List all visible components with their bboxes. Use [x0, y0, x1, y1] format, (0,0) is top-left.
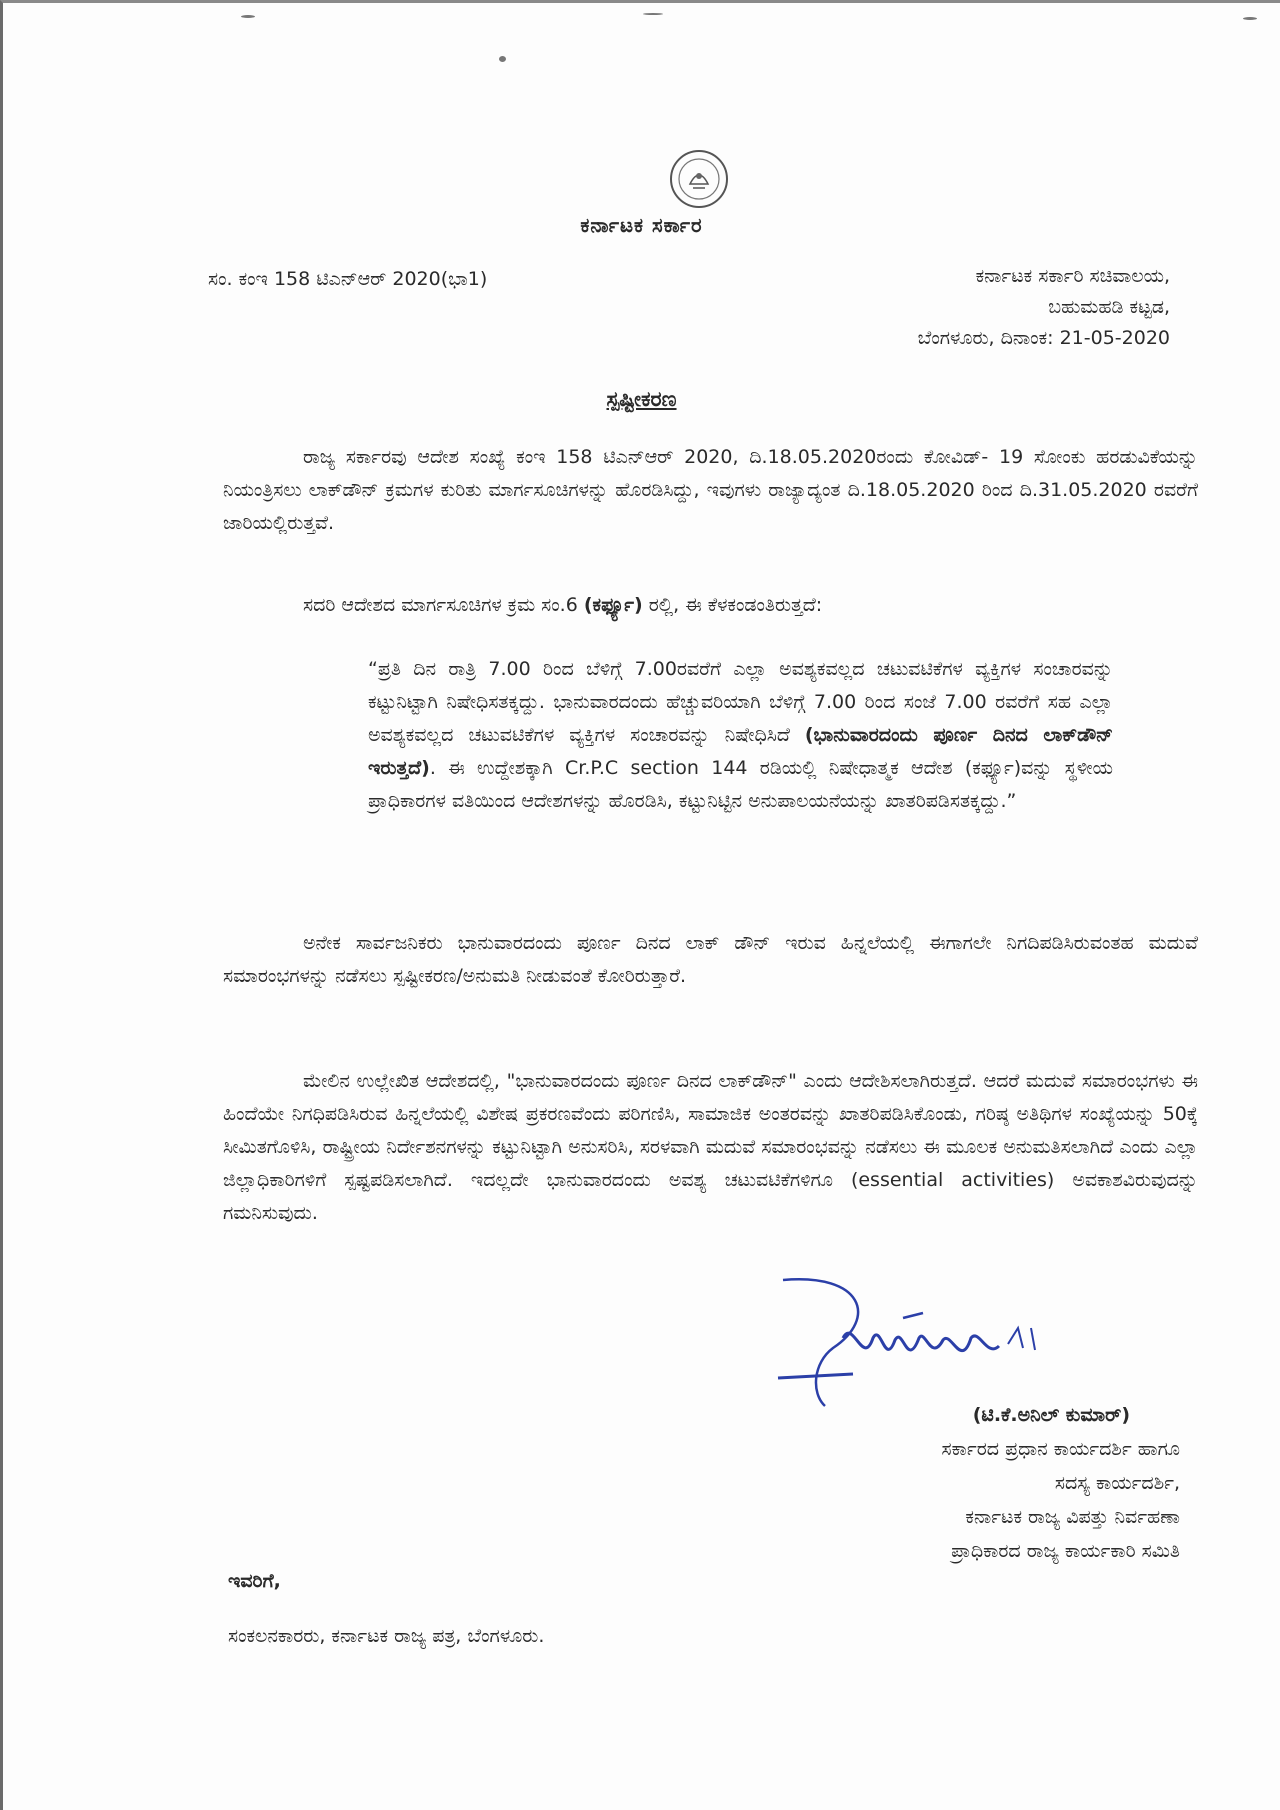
reference-number: ಸಂ. ಕಂಇ 158 ಟಿಎನ್‌ಆರ್ 2020(ಭಾ1) [208, 268, 488, 290]
address-line-1: ಕರ್ನಾಟಕ ಸರ್ಕಾರಿ ಸಚಿವಾಲಯ, [975, 265, 1170, 287]
signatory-block [942, 1398, 1180, 1568]
government-title: ಕರ್ನಾಟಕ ಸರ್ಕಾರ [580, 213, 703, 237]
para2-suffix: ರಲ್ಲಿ, ಈ ಕೆಳಕಂಡಂತಿರುತ್ತದೆ: [642, 594, 823, 616]
address-line-2: ಬಹುಮಹಡಿ ಕಟ್ಟಡ, [1048, 296, 1170, 318]
scan-speck [241, 15, 255, 18]
quoted-order [368, 653, 1113, 818]
para2-prefix: ಸದರಿ ಆದೇಶದ ಮಾರ್ಗಸೂಚಿಗಳ ಕ್ರಮ ಸಂ.6 [303, 594, 584, 616]
para2-bold: (ಕರ್ಫ್ಯೂ) [583, 594, 643, 616]
office-address [918, 261, 1170, 354]
signatory-designation-1: ಸರ್ಕಾರದ ಪ್ರಧಾನ ಕಾರ್ಯದರ್ಶಿ ಹಾಗೂ [941, 1438, 1180, 1460]
scan-speck [499, 56, 506, 62]
paragraph-4: ಮೇಲಿನ ಉಲ್ಲೇಖಿತ ಆದೇಶದಲ್ಲಿ, "ಭಾನುವಾರದಂದು ಪೂರ್ಣ ದಿನದ ಲಾಕ್‌ಡೌನ್" ಎಂದು ಆದೇಶಿಸಲಾಗಿರುತ್ತದೆ. ಆದರೆ ಮದುವೆ ಸಮಾರಂಭಗಳು ಈ ಹಿಂದೆಯೇ ನಿಗಧಿಪಡಿಸಿರುವ ಹಿನ್ನಲೆಯಲ್ಲಿ ವಿಶೇಷ ಪ್ರಕರಣವೆಂದು ಪರಿಗಣಿಸಿ, ಸಾಮಾಜಿಕ ಅಂತರವನ್ನು ಖಾತರಿಪಡಿಸಿಕೊಂಡು, ಗರಿಷ್ಠ ಅತಿಥಿಗಳ ಸಂಖ್ಯೆಯನ್ನು 50ಕ್ಕೆ ಸೀಮಿತಗೊಳಿಸಿ, ರಾಷ್ಟ್ರೀಯ ನಿರ್ದೇಶನಗಳನ್ನು ಕಟ್ಟುನಿಟ್ಟಾಗಿ ಅನುಸರಿಸಿ, ಸರಳವಾಗಿ ಮದುವೆ ಸಮಾರಂಭವನ್ನು ನಡೆಸಲು ಈ ಮೂಲಕ ಅನುಮತಿಸಲಾಗಿದೆ ಎಂದು ಎಲ್ಲಾ ಜಿಲ್ಲಾಧಿಕಾರಿಗಳಿಗೆ ಸ್ಪಷ್ಟಪಡಿಸಲಾಗಿದೆ. ಇದಲ್ಲದೇ ಭಾನುವಾರದಂದು ಅವಶ್ಯ ಚಟುವಟಿಕೆಗಳಿಗೂ (essential activities) ಅವಕಾಶವಿರುವುದನ್ನು ಗಮನಿಸುವುದು. [223, 1070, 1198, 1224]
quote-part-2: . ಈ ಉದ್ದೇಶಕ್ಕಾಗಿ Cr.P.C section 144 ರಡಿಯಲ್ಲಿ ನಿಷೇಧಾತ್ಮಕ ಆದೇಶ (ಕರ್ಫ್ಯೂ)ವನ್ನು ಸ್ಥಳೀಯ ಪ್ರಾಧಿಕಾರಗಳ ವತಿಯಿಂದ ಆದೇಶಗಳನ್ನು ಹೊರಡಿಸಿ, ಕಟ್ಟುನಿಟ್ಟಿನ ಅನುಪಾಲಯನೆಯನ್ನು ಖಾತರಿಪಡಿಸತಕ್ಕದ್ದು.” [368, 757, 1113, 812]
scan-speck [643, 13, 663, 15]
handwritten-signature [773, 1278, 1173, 1418]
document-heading: ಸ್ಪಷ್ಟೀಕರಣ [606, 387, 677, 411]
scan-speck [1243, 17, 1257, 20]
quote-bold: (ಭಾನುವಾರದಂದು ಪೂರ್ಣ ದಿನದ ಲಾಕ್‌ಡೌನ್ ಇರುತ್ತದೆ) [368, 724, 1113, 779]
paragraph-3: ಅನೇಕ ಸಾರ್ವಜನಿಕರು ಭಾನುವಾರದಂದು ಪೂರ್ಣ ದಿನದ ಲಾಕ್ ಡೌನ್ ಇರುವ ಹಿನ್ನಲೆಯಲ್ಲಿ ಈಗಾಗಲೇ ನಿಗದಿಪಡಿಸಿರುವಂತಹ ಮದುವೆ ಸಮಾರಂಭಗಳನ್ನು ನಡೆಸಲು ಸ್ಪಷ್ಟೀಕರಣ/ಅನುಮತಿ ನೀಡುವಂತೆ ಕೋರಿರುತ್ತಾರೆ. [223, 932, 1198, 987]
recipient-text: ಸಂಕಲನಕಾರರು, ಕರ್ನಾಟಕ ರಾಜ್ಯ ಪತ್ರ, ಬೆಂಗಳೂರು. [228, 1625, 545, 1647]
recipient-label: ಇವರಿಗೆ, [228, 1570, 281, 1592]
signatory-designation-3: ಕರ್ನಾಟಕ ರಾಜ್ಯ ವಿಪತ್ತು ನಿರ್ವಹಣಾ [965, 1506, 1180, 1528]
paragraph-1: ರಾಜ್ಯ ಸರ್ಕಾರವು ಆದೇಶ ಸಂಖ್ಯೆ ಕಂಇ 158 ಟಿಎನ್‌ಆರ್ 2020, ದಿ.18.05.2020ರಂದು ಕೋವಿಡ್- 19 ಸೋಂಕು ಹರಡುವಿಕೆಯನ್ನು ನಿಯಂತ್ರಿಸಲು ಲಾಕ್‌ಡೌನ್ ಕ್ರಮಗಳ ಕುರಿತು ಮಾರ್ಗಸೂಚಿಗಳನ್ನು ಹೊರಡಿಸಿದ್ದು, ಇವುಗಳು ರಾಜ್ಯಾದ್ಯಂತ ದಿ.18.05.2020 ರಿಂದ ದಿ.31.05.2020 ರವರೆಗೆ ಜಾರಿಯಲ್ಲಿರುತ್ತವೆ. [223, 446, 1198, 534]
quote-part-1: “ಪ್ರತಿ ದಿನ ರಾತ್ರಿ 7.00 ರಿಂದ ಬೆಳಿಗ್ಗೆ 7.00ರವರೆಗೆ ಎಲ್ಲಾ ಅವಶ್ಯಕವಲ್ಲದ ಚಟುವಟಿಕೆಗಳ ವ್ಯಕ್ತಿಗಳ ಸಂಚಾರವನ್ನು ಕಟ್ಟುನಿಟ್ಟಾಗಿ ನಿಷೇಧಿಸತಕ್ಕದ್ದು. ಭಾನುವಾರದಂದು ಹೆಚ್ಚುವರಿಯಾಗಿ ಬೆಳಿಗ್ಗೆ 7.00 ರಿಂದ ಸಂಜೆ 7.00 ರವರೆಗೆ ಸಹ ಎಲ್ಲಾ ಅವಶ್ಯಕವಲ್ಲದ ಚಟುವಟಿಕೆಗಳ ವ್ಯಕ್ತಿಗಳ ಸಂಚಾರವನ್ನು ನಿಷೇಧಿಸಿದೆ [368, 658, 1113, 746]
signatory-name: (ಟಿ.ಕೆ.ಅನಿಲ್ ಕುಮಾರ್) [972, 1404, 1130, 1426]
address-line-3: ಬೆಂಗಳೂರು, ದಿನಾಂಕ: 21-05-2020 [917, 327, 1170, 349]
signatory-designation-2: ಸದಸ್ಯ ಕಾರ್ಯದರ್ಶಿ, [1054, 1472, 1180, 1494]
paragraph-2 [223, 589, 1198, 622]
signatory-designation-4: ಪ್ರಾಧಿಕಾರದ ರಾಜ್ಯ ಕಾರ್ಯಕಾರಿ ಸಮಿತಿ [951, 1540, 1180, 1562]
karnataka-emblem-icon [668, 148, 730, 210]
